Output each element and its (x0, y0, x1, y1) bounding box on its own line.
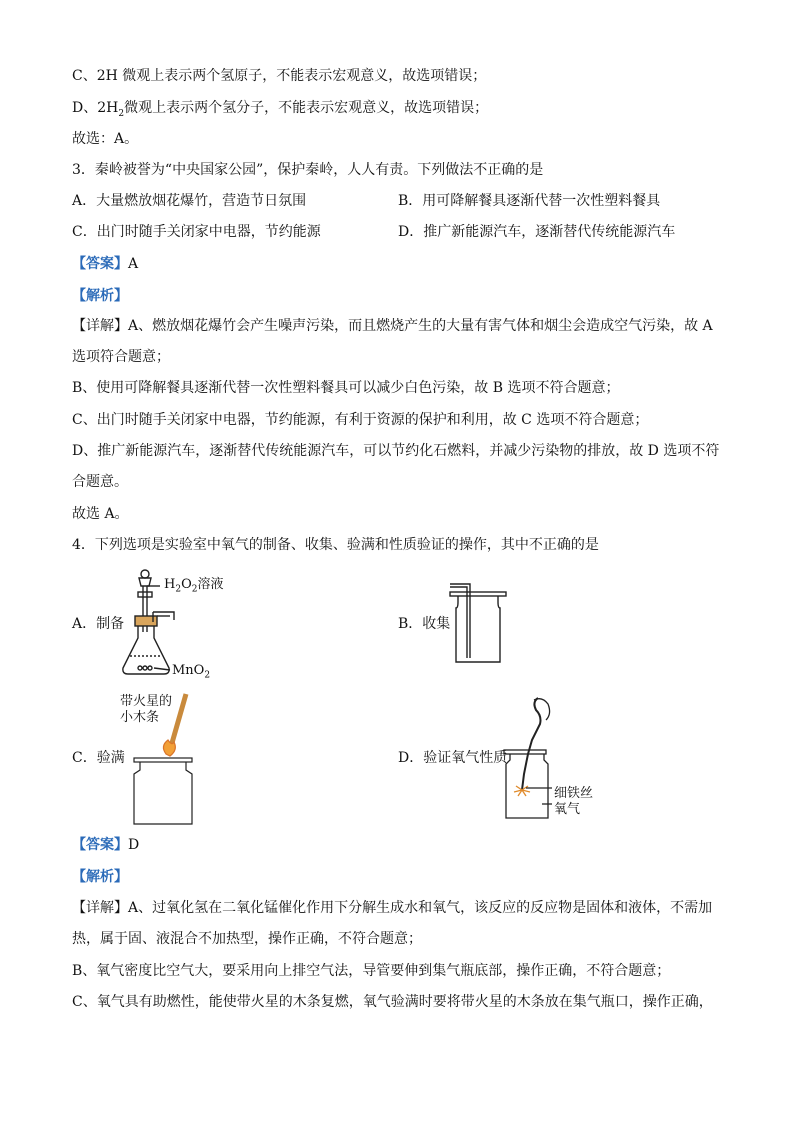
analysis-line-c: C、2H 微观上表示两个氢原子，不能表示宏观意义，故选项错误； (72, 68, 487, 84)
q3-detail-c: C、出门时随手关闭家中电器，节约能源，有利于资源的保护和利用，故 C 选项不符合题意； (72, 412, 649, 428)
q3-detail-a2: 选项符合题意； (72, 349, 170, 365)
catalyst-label: MnO$_2$ (172, 663, 211, 681)
q4-analysis-tag: 【解析】 (72, 869, 128, 885)
q4-option-c: C．验满 (72, 750, 125, 766)
q3-option-a: A．大量燃放烟花爆竹，营造节日氛围 (72, 193, 307, 209)
q4-detail-a2: 热，属于固、液混合不加热型，操作正确，不符合题意； (72, 931, 422, 947)
q4-option-d: D．验证氧气性质 (398, 750, 508, 766)
oxygen-label: 氧气 (554, 802, 581, 817)
q3-conclusion: 故选 A。 (72, 506, 129, 522)
question-4-stem: 4．下列选项是实验室中氧气的制备、收集、验满和性质验证的操作，其中不正确的是 (72, 537, 599, 553)
reagent-label: $H_2O_2$溶液 (164, 577, 224, 595)
question-3-stem: 3．秦岭被誉为“中央国家公园”，保护秦岭，人人有责。下列做法不正确的是 (72, 162, 544, 178)
q3-option-c: C．出门时随手关闭家中电器，节约能源 (72, 224, 321, 240)
q4-detail-c: C、氧气具有助燃性，能使带火星的木条复燃，氧气验满时要将带火星的木条放在集气瓶口，操作正确， (72, 994, 713, 1010)
q3-detail-d2: 合题意。 (72, 474, 128, 490)
q3-detail-b: B、使用可降解餐具逐渐代替一次性塑料餐具可以减少白色污染，故 B 选项不符合题意； (72, 380, 620, 396)
analysis-line-d: D、$2H_2$微观上表示两个氢分子，不能表示宏观意义，故选项错误； (72, 100, 489, 119)
gas-jar-figure (448, 578, 508, 666)
q3-answer: 【答案】A (72, 256, 139, 272)
iron-wire-figure (502, 694, 562, 820)
q4-option-a: A．制备 (72, 616, 125, 632)
q4-detail-b: B、氧气密度比空气大，要采用向上排空气法，导管要伸到集气瓶底部，操作正确，不符合题意； (72, 963, 671, 979)
splint-test-figure (130, 690, 200, 826)
q4-detail-a1: 【详解】A、过氧化氢在二氧化锰催化作用下分解生成水和氧气，该反应的反应物是固体和液体，不需加 (72, 900, 713, 916)
iron-wire-label: 细铁丝 (554, 786, 594, 801)
q3-detail-a1: 【详解】A、燃放烟花爆竹会产生噪声污染，而且燃烧产生的大量有害气体和烟尘会造成空气污染，故 A (72, 318, 713, 334)
q3-option-b: B．用可降解餐具逐渐代替一次性塑料餐具 (398, 193, 661, 209)
q3-detail-d1: D、推广新能源汽车，逐渐替代传统能源汽车，可以节约化石燃料，并减少污染物的排放，故 D 选项不符 (72, 443, 720, 459)
q3-analysis-tag: 【解析】 (72, 288, 128, 304)
answer-tag: 【答案】 (72, 256, 128, 272)
q4-option-b: B．收集 (398, 616, 451, 632)
splint-label: 带火星的 小木条 (120, 694, 173, 725)
q3-option-d: D．推广新能源汽车，逐渐替代传统能源汽车 (398, 224, 676, 240)
conclusion: 故选：A。 (72, 131, 139, 147)
q4-answer: 【答案】D (72, 837, 140, 853)
